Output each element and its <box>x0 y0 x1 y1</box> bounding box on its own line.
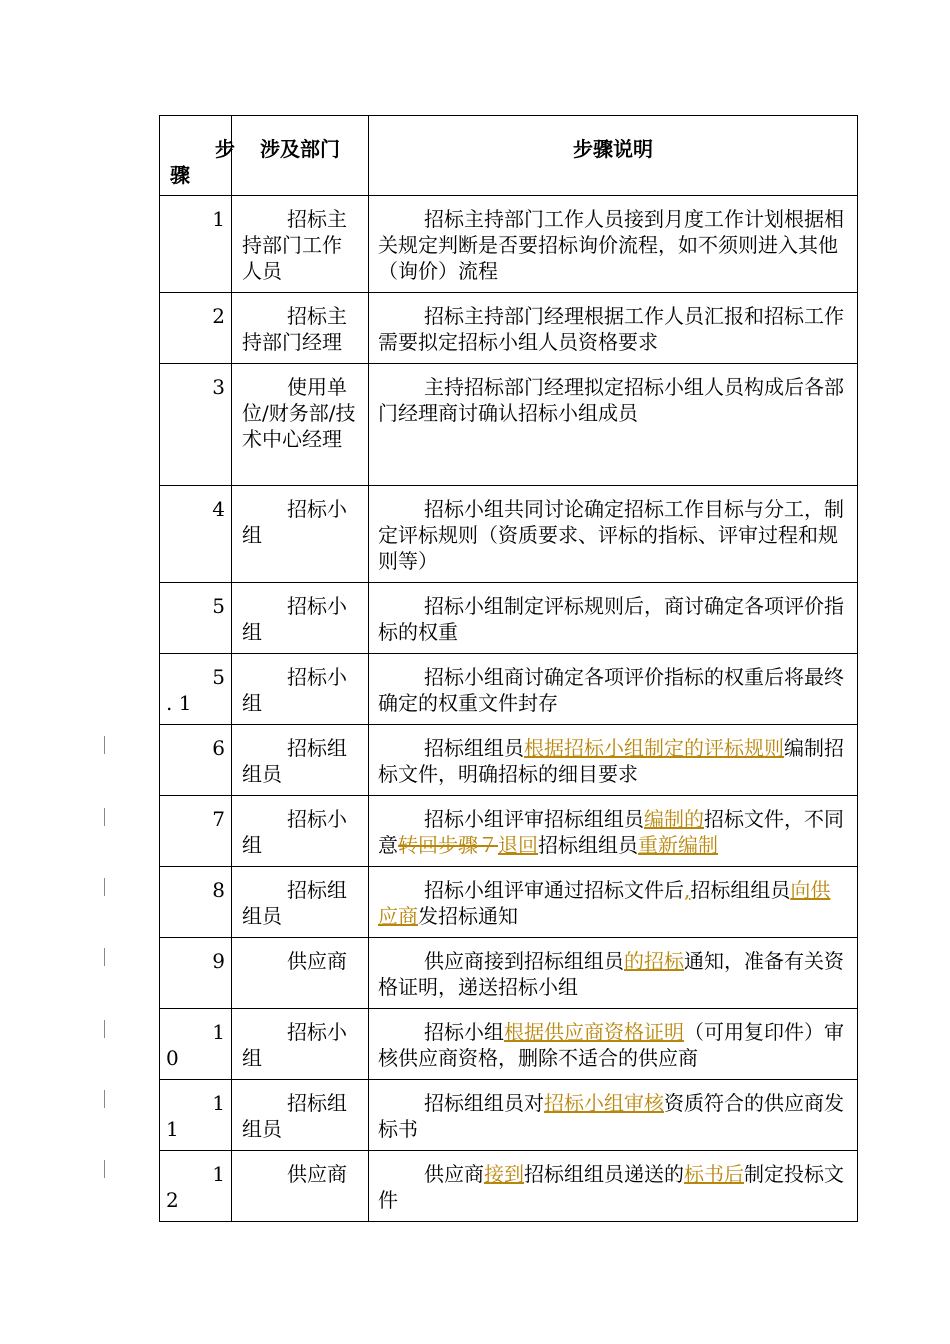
header-step <box>160 116 235 196</box>
description-text: 发招标通知 <box>418 904 518 928</box>
description-cell <box>369 486 858 583</box>
step-number <box>160 583 232 654</box>
tracked-deletion: 转回步骤７ <box>398 833 498 857</box>
description-cell <box>369 1009 858 1080</box>
tracked-insertion: 的招标 <box>624 949 684 973</box>
table-row <box>160 364 858 486</box>
step-number-line1: 1 <box>212 207 225 231</box>
department-cell: 招标组组员 <box>232 725 369 796</box>
description-text: 制定投标文件 <box>378 1162 844 1212</box>
description-cell <box>369 293 858 364</box>
step-number <box>160 196 232 293</box>
department-cell: 招标小组 <box>232 486 369 583</box>
table-row <box>160 583 858 654</box>
description-cell <box>369 938 858 1009</box>
change-bar-row-10 <box>104 1020 105 1038</box>
tracked-insertion: 接到 <box>484 1162 524 1186</box>
description-text: 招标组组员对 <box>424 1091 544 1115</box>
tracked-insertion: 向供应商 <box>378 878 831 928</box>
department-cell: 招标主持部门工作人员 <box>232 196 369 293</box>
description-text: 通知，准备有关资格证明，递送招标小组 <box>378 949 844 999</box>
step-number <box>160 293 232 364</box>
tracked-insertion: 招标小组审核 <box>544 1091 664 1115</box>
tracked-insertion: 根据供应商资格证明 <box>504 1020 684 1044</box>
header-department: 涉及部门 <box>232 116 369 196</box>
step-number-line1: 2 <box>212 304 225 328</box>
description-text: 招标小组评审通过招标文件后 <box>424 878 684 902</box>
step-number-line2: 0 <box>166 1046 179 1070</box>
description-cell <box>369 364 858 486</box>
step-number <box>160 1080 232 1151</box>
step-number <box>160 1151 232 1222</box>
header-step-top: 步 <box>215 137 235 161</box>
description-text: 招标组组员 <box>424 736 524 760</box>
description-cell <box>369 583 858 654</box>
description-cell <box>369 796 858 867</box>
step-number <box>160 1009 232 1080</box>
change-bar-row-8 <box>104 878 105 896</box>
department-cell: 招标组组员 <box>232 867 369 938</box>
department-cell: 使用单位/财务部/技术中心经理 <box>232 364 369 486</box>
description-text: 招标小组商讨确定各项评价指标的权重后将最终确定的权重文件封存 <box>378 665 844 715</box>
step-number-line1: 3 <box>212 375 225 399</box>
change-bar-row-12 <box>104 1160 105 1178</box>
step-number-line2: . 1 <box>166 691 192 715</box>
change-bar-row-7 <box>104 808 105 826</box>
description-text: 招标主持部门工作人员接到月度工作计划根据相关规定判断是否要招标询价流程，如不须则进入其他（询价）流程 <box>378 207 844 283</box>
description-text: 招标小组制定评标规则后，商讨确定各项评价指标的权重 <box>378 594 844 644</box>
step-number-line1: 8 <box>212 878 225 902</box>
table-row <box>160 1009 858 1080</box>
step-number-line1: 6 <box>212 736 225 760</box>
table-row <box>160 196 858 293</box>
step-number-line2: 1 <box>166 1117 179 1141</box>
table-row <box>160 938 858 1009</box>
table-row <box>160 654 858 725</box>
tracked-insertion: 重新编制 <box>638 833 718 857</box>
description-text: 资质符合的供应商发标书 <box>378 1091 844 1141</box>
change-bar-row-9 <box>104 948 105 966</box>
description-text: 编制招标文件，明确招标的细目要求 <box>378 736 844 786</box>
tracked-insertion: 退回 <box>498 833 538 857</box>
step-number-line2: 2 <box>166 1188 179 1212</box>
description-text: 招标小组共同讨论确定招标工作目标与分工，制定评标规则（资质要求、评标的指标、评审过程和规则等） <box>378 497 844 573</box>
table-row <box>160 1080 858 1151</box>
step-number <box>160 654 232 725</box>
description-text: 招标小组评审招标组组员 <box>424 807 644 831</box>
table-row <box>160 867 858 938</box>
step-number <box>160 486 232 583</box>
description-text: 招标组组员 <box>538 833 638 857</box>
step-number-line1: 1 <box>212 1020 225 1044</box>
tracked-insertion: 编制的 <box>644 807 704 831</box>
step-number <box>160 938 232 1009</box>
header-description: 步骤说明 <box>369 116 858 196</box>
step-number <box>160 867 232 938</box>
table-header-row <box>160 116 858 196</box>
step-number <box>160 364 232 486</box>
description-text: 招标组组员 <box>690 878 791 902</box>
description-text: 供应商接到招标组组员 <box>424 949 624 973</box>
table-row <box>160 1151 858 1222</box>
change-bar-row-6 <box>104 736 105 754</box>
tracked-insertion: , <box>684 878 691 902</box>
step-number <box>160 796 232 867</box>
department-cell: 招标小组 <box>232 654 369 725</box>
step-number-line1: 1 <box>212 1091 225 1115</box>
step-number-line1: 5 <box>212 594 225 618</box>
description-text: 招标文件，不同意 <box>378 807 844 857</box>
description-text: 主持招标部门经理拟定招标小组人员构成后各部门经理商讨确认招标小组成员 <box>378 375 844 425</box>
department-cell: 招标组组员 <box>232 1080 369 1151</box>
step-number-line1: 9 <box>212 949 225 973</box>
description-cell <box>369 867 858 938</box>
change-bar-row-11 <box>104 1090 105 1108</box>
description-cell <box>369 196 858 293</box>
description-text: （可用复印件）审核供应商资格，删除不适合的供应商 <box>378 1020 844 1070</box>
table-row <box>160 293 858 364</box>
department-cell: 招标小组 <box>232 796 369 867</box>
description-cell <box>369 1151 858 1222</box>
description-cell <box>369 1080 858 1151</box>
table-row <box>160 486 858 583</box>
step-number-line1: 4 <box>212 497 225 521</box>
department-cell: 供应商 <box>232 938 369 1009</box>
description-cell <box>369 654 858 725</box>
department-cell: 招标小组 <box>232 583 369 654</box>
tracked-insertion: 根据招标小组制定的评标规则 <box>524 736 784 760</box>
department-cell: 招标小组 <box>232 1009 369 1080</box>
step-number-line1: 5 <box>212 665 225 689</box>
step-number <box>160 725 232 796</box>
procedure-table <box>159 115 858 1222</box>
tracked-insertion: 标书后 <box>684 1162 744 1186</box>
department-cell: 供应商 <box>232 1151 369 1222</box>
header-step-bottom: 骤 <box>170 163 190 187</box>
table-row <box>160 725 858 796</box>
description-text: 招标组组员递送的 <box>524 1162 684 1186</box>
step-number-line1: 1 <box>212 1162 225 1186</box>
step-number-line1: 7 <box>212 807 225 831</box>
department-cell: 招标主持部门经理 <box>232 293 369 364</box>
description-cell <box>369 725 858 796</box>
table-row <box>160 796 858 867</box>
description-text: 招标小组 <box>424 1020 504 1044</box>
description-text: 招标主持部门经理根据工作人员汇报和招标工作需要拟定招标小组人员资格要求 <box>378 304 844 354</box>
description-text: 供应商 <box>424 1162 484 1186</box>
